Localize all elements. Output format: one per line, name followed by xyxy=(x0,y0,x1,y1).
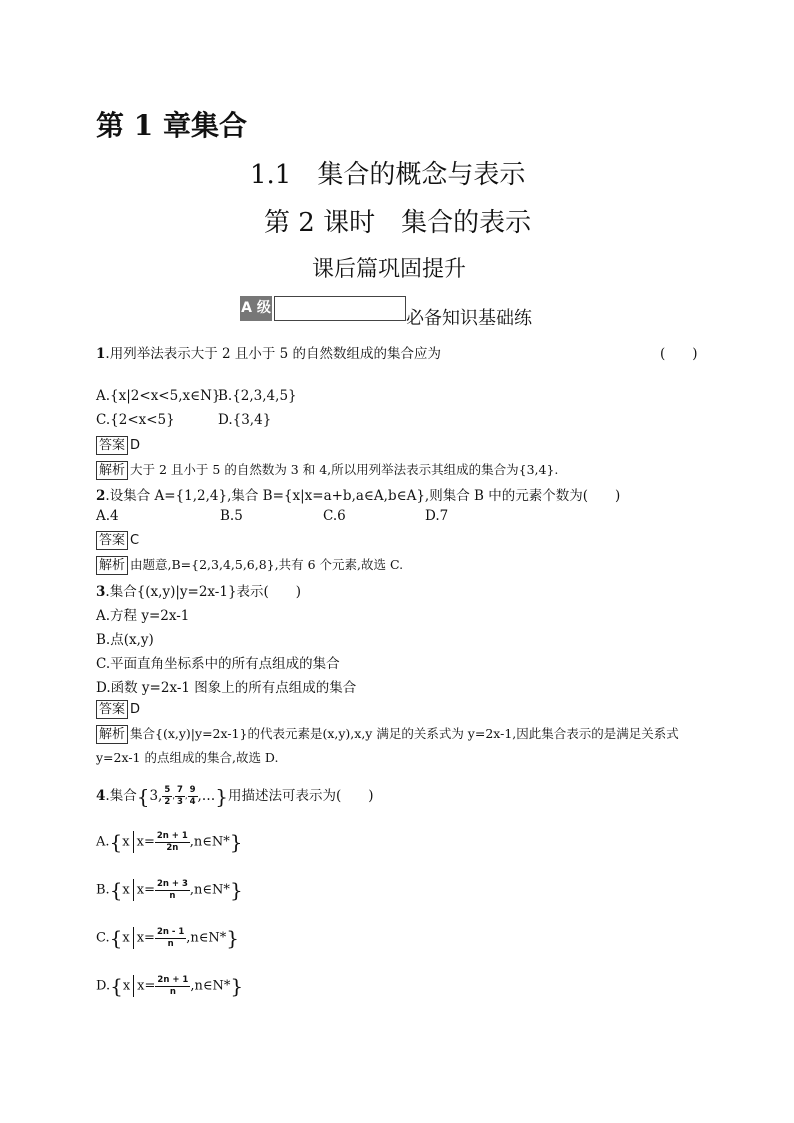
q3-number: 3 xyxy=(96,584,106,600)
explain-tag: 解析 xyxy=(96,725,128,744)
q1-number: 1 xyxy=(96,346,106,362)
q4-text-suffix: 用描述法可表示为( ) xyxy=(228,788,374,804)
level-label: 必备知识基础练 xyxy=(406,308,532,329)
q3-option-d: D.函数 y=2x-1 图象上的所有点组成的集合 xyxy=(96,680,357,696)
chapter-title: 第 1 章集合 xyxy=(96,109,247,142)
q2-option-a: A.4 xyxy=(96,508,119,524)
subtitle: 课后篇巩固提升 xyxy=(312,257,467,282)
answer-tag: 答案 xyxy=(96,700,128,719)
q4-option-c-frac: $\frac{2n - 1}{n}$ xyxy=(156,926,185,949)
set-open-brace: { xyxy=(136,784,150,809)
q1-option-d: D.{3,4} xyxy=(218,412,272,428)
q1-answer-value: D xyxy=(130,438,141,453)
q1-stem xyxy=(96,342,441,362)
q4-set-first: 3, xyxy=(149,788,163,804)
q3-answer-value: D xyxy=(130,702,141,717)
q3-explanation xyxy=(96,724,679,744)
q3-option-a: A.方程 y=2x-1 xyxy=(96,608,190,624)
q2-stem xyxy=(96,484,620,504)
q2-option-b: B.5 xyxy=(220,508,243,524)
q4-number: 4 xyxy=(96,788,106,804)
answer-tag: 答案 xyxy=(96,436,128,455)
q4-set-frac-3: $\frac{9}{4}$ xyxy=(189,785,196,807)
answer-tag: 答案 xyxy=(96,531,128,550)
q2-option-d: D.7 xyxy=(425,508,449,524)
q4-option-b-frac: $\frac{2n + 3}{n}$ xyxy=(157,878,188,901)
q4-option-d-letter: D. xyxy=(96,978,111,994)
q3-explanation-text-1: 集合{(x,y)|y=2x-1}的代表元素是(x,y),x,y 满足的关系式为 y=2x-1,因此集合表示的是满足关系式 xyxy=(130,726,679,741)
set-divider xyxy=(133,927,134,949)
q2-explanation-text: 由题意,B={2,3,4,5,6,8},共有 6 个元素,故选 C. xyxy=(130,557,404,572)
q1-explanation xyxy=(96,460,558,480)
q4-set-frac-1: $\frac{5}{2}$ xyxy=(164,785,171,807)
q4-option-d: D.{x x= $\frac{2n + 1}{n}$ ,n∈N*} xyxy=(96,974,244,998)
q4-option-c-letter: C. xyxy=(96,930,110,946)
q2-text: .设集合 A={1,2,4},集合 B={x|x=a+b,a∈A,b∈A},则集合 B 中的元素个数为( ) xyxy=(105,488,621,504)
set-divider xyxy=(133,975,134,997)
q4-option-b: B.{x x= $\frac{2n + 3}{n}$ ,n∈N*} xyxy=(96,878,243,902)
q4-option-d-frac: $\frac{2n + 1}{n}$ xyxy=(157,974,189,997)
level-badge: A 级 xyxy=(240,296,272,321)
set-close-brace: } xyxy=(215,784,229,809)
q4-option-a-frac: $\frac{2n + 1}{2n}$ xyxy=(156,830,188,853)
q4-option-c-var: x xyxy=(122,930,130,946)
q3-answer xyxy=(96,700,140,719)
explain-tag: 解析 xyxy=(96,556,128,575)
q2-explanation xyxy=(96,555,403,575)
q4-option-b-letter: B. xyxy=(96,882,110,898)
level-blank-box xyxy=(274,296,406,321)
q2-answer-value: C xyxy=(130,533,140,548)
q3-explanation-cont xyxy=(96,748,278,766)
q2-number: 2 xyxy=(96,488,106,504)
q4-option-a-var: x xyxy=(122,834,130,850)
q1-option-a: A.{x|2<x<5,x∈N} xyxy=(96,388,221,404)
q2-answer xyxy=(96,531,139,550)
q1-answer-paren: ( ) xyxy=(660,346,698,362)
q4-option-c: C.{x x= $\frac{2n - 1}{n}$ ,n∈N*} xyxy=(96,926,240,950)
q4-set-dots: ,… xyxy=(197,788,216,804)
q1-explanation-text: 大于 2 且小于 5 的自然数为 3 和 4,所以用列举法表示其组成的集合为{3,4}. xyxy=(130,462,559,477)
q4-option-b-var: x xyxy=(122,882,130,898)
q1-option-b: B.{2,3,4,5} xyxy=(218,388,297,404)
explain-tag: 解析 xyxy=(96,461,128,480)
q3-text: .集合{(x,y)|y=2x-1}表示( ) xyxy=(105,584,302,600)
q3-option-b: B.点(x,y) xyxy=(96,632,154,648)
q4-text-prefix: .集合 xyxy=(105,788,137,804)
q3-stem xyxy=(96,580,301,600)
q4-stem: 4.集合{3, $\frac{5}{2}$ , $\frac{7}{3}$ , $\frac{9}{4}$ ,…}用描述法可表示为( ) xyxy=(96,784,374,809)
q1-text: .用列举法表示大于 2 且小于 5 的自然数组成的集合应为 xyxy=(105,346,442,362)
set-divider xyxy=(133,879,134,901)
section-title: 1.1 集合的概念与表示 xyxy=(250,160,526,190)
q1-answer xyxy=(96,436,140,455)
lesson-title: 第 2 课时 集合的表示 xyxy=(264,208,532,238)
q4-option-a-letter: A. xyxy=(96,834,110,850)
q1-option-c: C.{2<x<5} xyxy=(96,412,175,428)
q4-option-a: A.{x x= $\frac{2n + 1}{2n}$ ,n∈N*} xyxy=(96,830,243,854)
q4-option-d-var: x xyxy=(122,978,131,994)
set-divider xyxy=(133,831,134,853)
q2-option-c: C.6 xyxy=(323,508,346,524)
q3-explanation-text-2: y=2x-1 的点组成的集合,故选 D. xyxy=(96,750,279,765)
q3-option-c: C.平面直角坐标系中的所有点组成的集合 xyxy=(96,656,340,672)
q4-set-frac-2: $\frac{7}{3}$ xyxy=(176,785,183,807)
